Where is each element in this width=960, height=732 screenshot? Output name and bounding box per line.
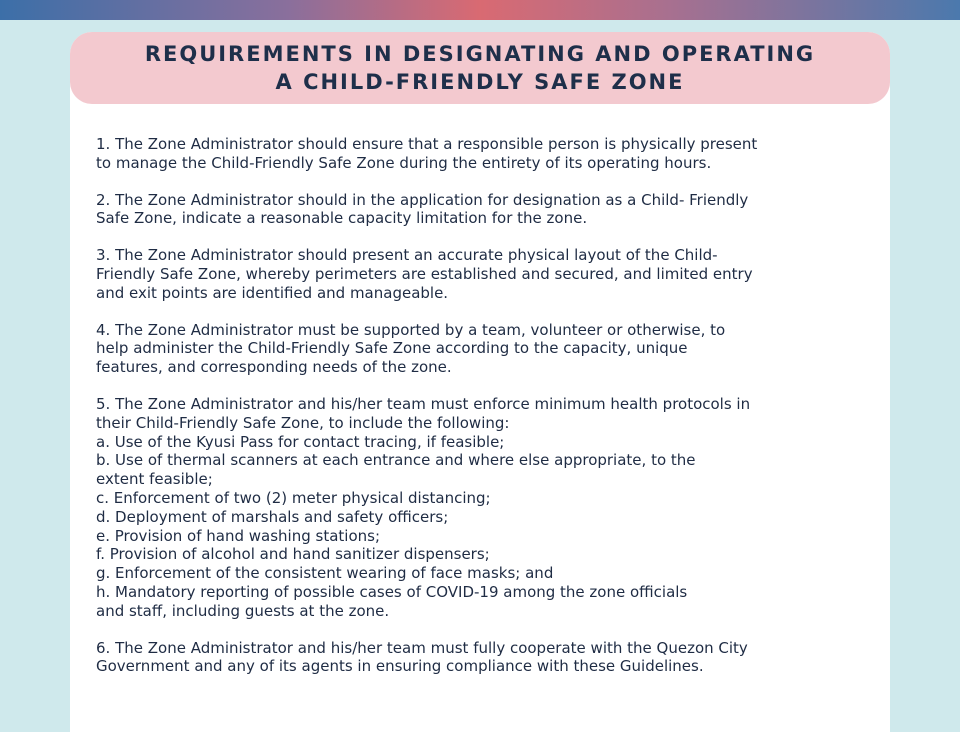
- requirement-subitem: h. Mandatory reporting of possible cases of COVID-19 among the zone officials: [96, 582, 688, 601]
- requirement-line: 4. The Zone Administrator must be supported by a team, volunteer or otherwise, to: [96, 320, 726, 339]
- title-line-2: A CHILD-FRIENDLY SAFE ZONE: [275, 70, 685, 94]
- requirement-line: their Child-Friendly Safe Zone, to include the following:: [96, 413, 510, 432]
- title-banner: [70, 32, 890, 104]
- requirement-line: to manage the Child-Friendly Safe Zone during the entirety of its operating hours.: [96, 153, 712, 172]
- title-line-1: REQUIREMENTS IN DESIGNATING AND OPERATING: [144, 42, 816, 66]
- requirements-list: [96, 135, 876, 694]
- requirement-line: 1. The Zone Administrator should ensure that a responsible person is physically present: [96, 135, 758, 153]
- requirement-line: 3. The Zone Administrator should present an accurate physical layout of the Child-: [96, 246, 718, 265]
- requirement-subitem: a. Use of the Kyusi Pass for contact tracing, if feasible;: [96, 432, 505, 451]
- requirement-line: Government and any of its agents in ensuring compliance with these Guidelines.: [96, 657, 704, 676]
- requirement-6: [96, 639, 876, 677]
- requirement-subitem: and staff, including guests at the zone.: [96, 601, 390, 620]
- requirement-subitem: extent feasible;: [96, 470, 213, 489]
- requirement-line: features, and corresponding needs of the zone.: [96, 358, 452, 377]
- requirement-2: [96, 191, 876, 229]
- requirement-line: Safe Zone, indicate a reasonable capacity limitation for the zone.: [96, 209, 588, 228]
- requirement-5: [96, 395, 876, 621]
- requirement-line: 6. The Zone Administrator and his/her team must fully cooperate with the Quezon City: [96, 638, 748, 657]
- requirement-line: and exit points are identified and manageable.: [96, 283, 449, 302]
- requirement-line: 5. The Zone Administrator and his/her team must enforce minimum health protocols in: [96, 394, 751, 413]
- requirement-subitem: f. Provision of alcohol and hand sanitizer dispensers;: [96, 545, 490, 564]
- requirement-line: Friendly Safe Zone, whereby perimeters are established and secured, and limited entry: [96, 264, 753, 283]
- requirement-subitem: e. Provision of hand washing stations;: [96, 526, 380, 545]
- requirement-1: [96, 135, 876, 173]
- requirement-line: help administer the Child-Friendly Safe Zone according to the capacity, unique: [96, 339, 688, 358]
- requirement-4: [96, 321, 876, 377]
- requirement-subitem: d. Deployment of marshals and safety officers;: [96, 507, 449, 526]
- requirement-subitem: g. Enforcement of the consistent wearing of face masks; and: [96, 564, 554, 583]
- requirement-line: 2. The Zone Administrator should in the application for designation as a Child- Friendly: [96, 190, 749, 209]
- requirement-3: [96, 246, 876, 302]
- requirement-subitem: b. Use of thermal scanners at each entrance and where else appropriate, to the: [96, 451, 696, 470]
- requirement-subitem: c. Enforcement of two (2) meter physical distancing;: [96, 488, 491, 507]
- top-gradient-band: [0, 0, 960, 20]
